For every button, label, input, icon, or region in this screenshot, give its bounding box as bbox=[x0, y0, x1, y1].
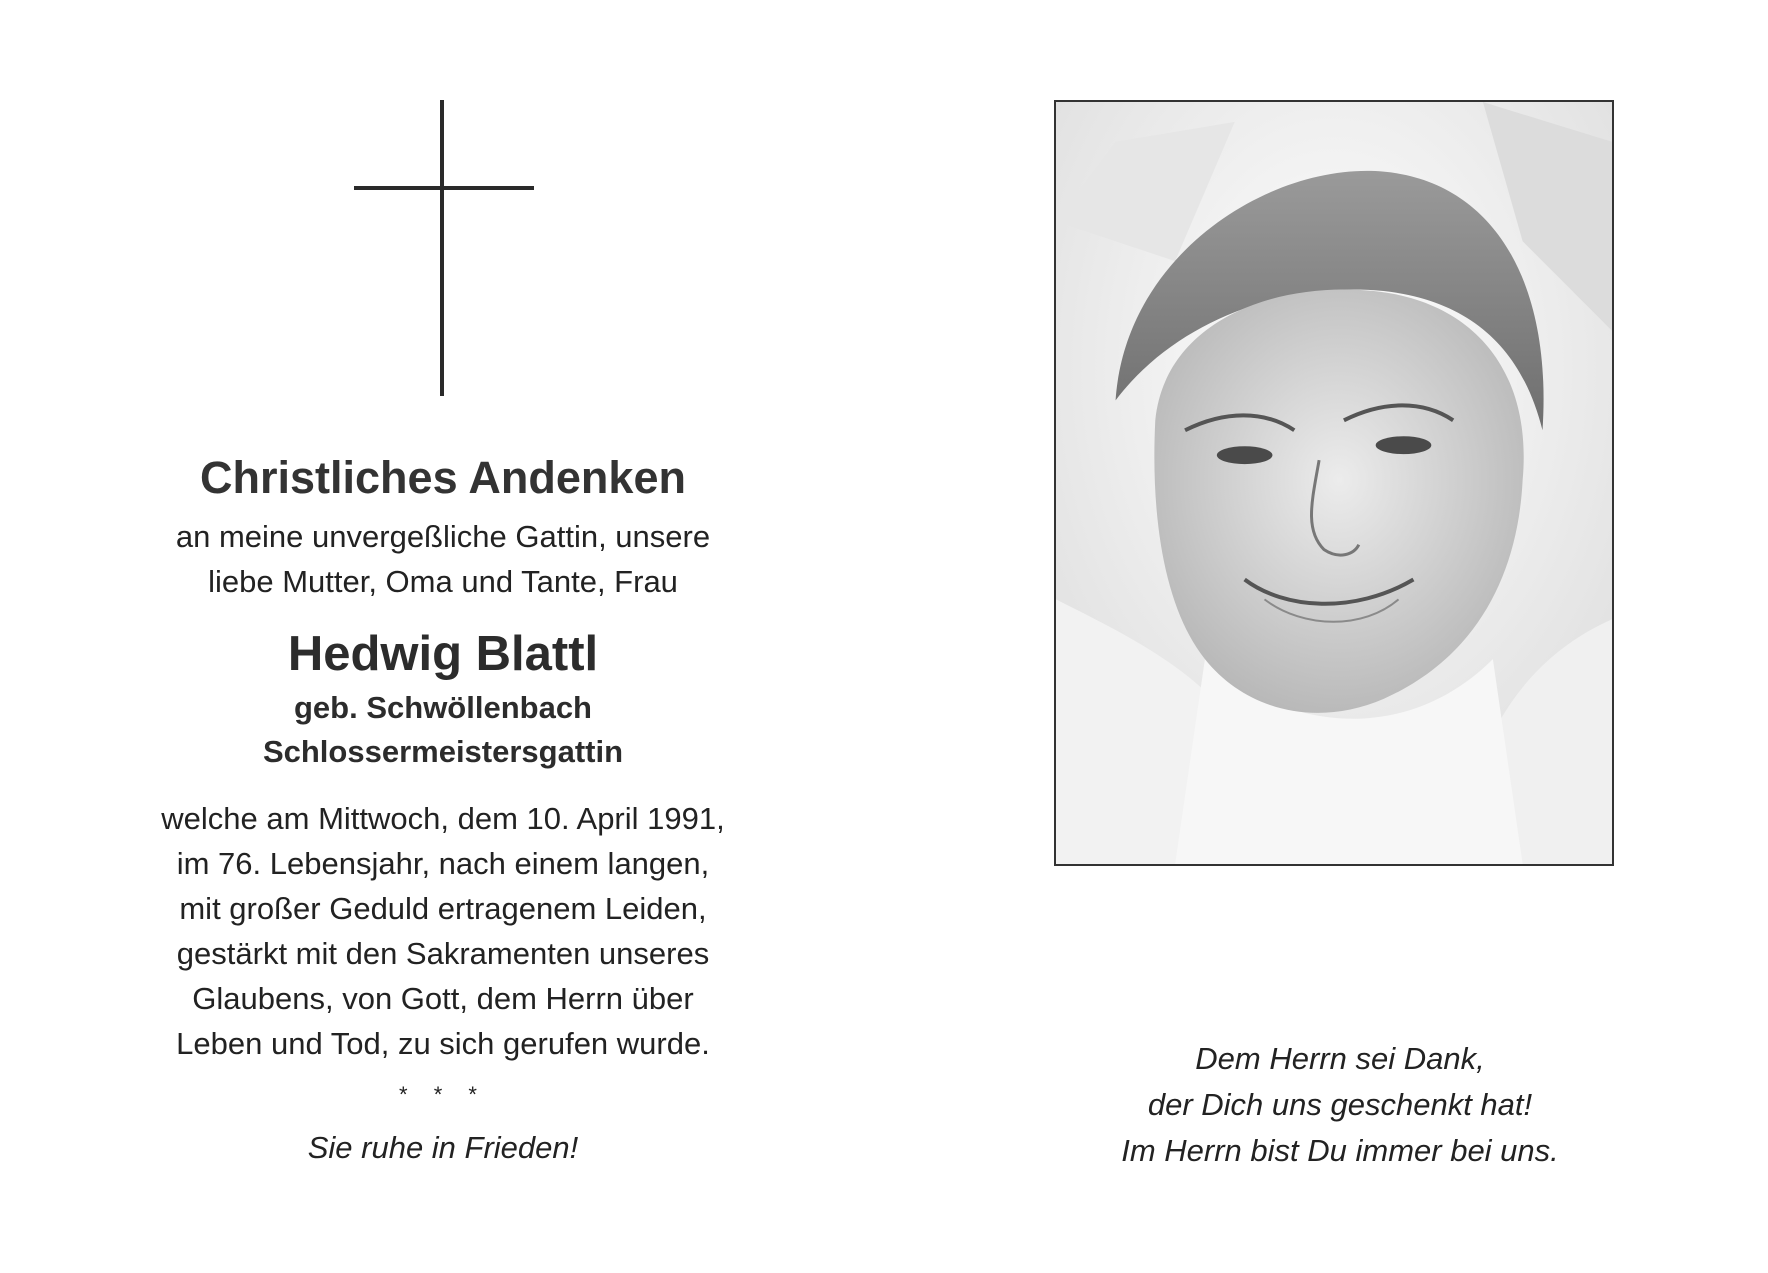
cross-horizontal-bar bbox=[354, 186, 534, 190]
verse-text bbox=[1030, 1036, 1650, 1174]
intro-line: liebe Mutter, Oma und Tante, Frau bbox=[208, 564, 678, 599]
verse-line: Im Herrn bist Du immer bei uns. bbox=[1121, 1133, 1559, 1168]
obituary-line: mit großer Geduld ertragenem Leiden, bbox=[179, 891, 707, 926]
portrait-illustration bbox=[1056, 102, 1612, 864]
portrait-photo bbox=[1054, 100, 1614, 866]
verse-line: Dem Herrn sei Dank, bbox=[1195, 1041, 1485, 1076]
obituary-text bbox=[80, 796, 806, 1066]
verse-line: der Dich uns geschenkt hat! bbox=[1147, 1087, 1533, 1122]
obituary-line: welche am Mittwoch, dem 10. April 1991, bbox=[161, 801, 725, 836]
obituary-line: Leben und Tod, zu sich gerufen wurde. bbox=[176, 1026, 710, 1061]
intro-text bbox=[80, 514, 806, 604]
deceased-name: Hedwig Blattl bbox=[287, 627, 599, 681]
card-heading: Christliches Andenken bbox=[200, 452, 686, 503]
cross-vertical-bar bbox=[440, 100, 444, 396]
obituary-line: Glaubens, von Gott, dem Herrn über bbox=[192, 981, 694, 1016]
farewell-text: Sie ruhe in Frieden! bbox=[307, 1130, 579, 1165]
separator-stars: * * * bbox=[399, 1082, 487, 1107]
intro-line: an meine unvergeßliche Gattin, unsere bbox=[175, 519, 711, 554]
cross-icon bbox=[354, 100, 534, 396]
name-details bbox=[80, 686, 806, 774]
obituary-line: im 76. Lebensjahr, nach einem langen, bbox=[176, 846, 710, 881]
birth-name: geb. Schwöllenbach bbox=[294, 690, 592, 725]
obituary-line: gestärkt mit den Sakramenten unseres bbox=[176, 936, 710, 971]
occupation: Schlossermeistersgattin bbox=[262, 734, 624, 769]
